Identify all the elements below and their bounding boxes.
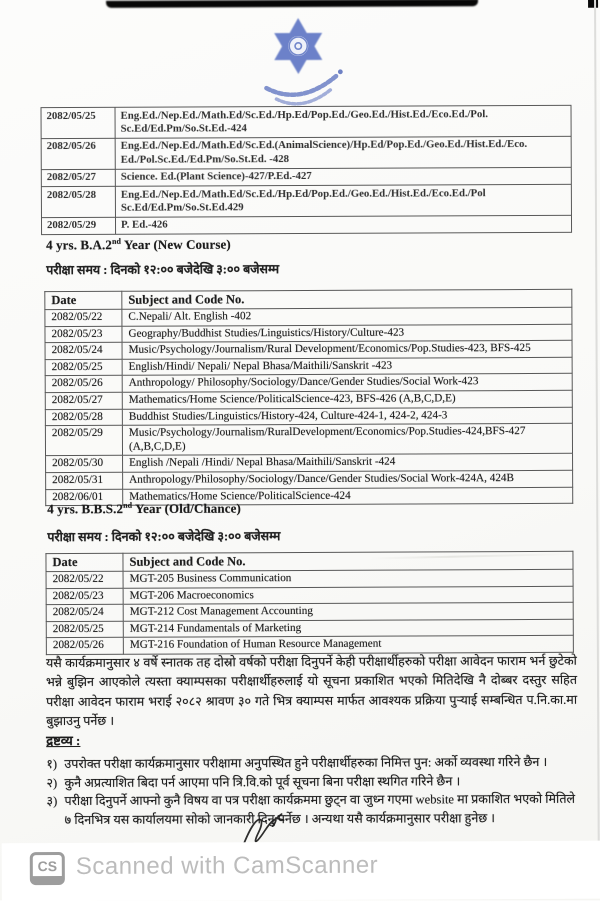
exam-subject: MGT-214 Fundamentals of Marketing: [123, 619, 573, 638]
table-header-row: [46, 551, 573, 571]
exam-date: 2082/05/27: [41, 169, 115, 187]
exam-date: 2082/05/23: [46, 588, 123, 605]
exam-date: 2082/05/22: [46, 571, 123, 588]
exam-date: 2082/05/30: [46, 456, 123, 473]
exam-date: 2082/05/23: [45, 326, 122, 343]
exam-date: 2082/05/24: [45, 342, 122, 359]
camscanner-watermark-text: Scanned with CamScanner: [75, 851, 379, 880]
exam-date: 2082/05/28: [41, 186, 115, 217]
exam-subject: Science. Ed.(Plant Science)-427/P.Ed.-427: [115, 167, 571, 186]
exam-subject: Music/Psychology/Journalism/RuralDevelopment/Economics/Pop.Studies-424,BFS-427 (A,B,C,D,E): [122, 423, 572, 455]
note-text: परीक्षा दिनुपर्ने आफ्नो कुनै विषय वा पत्र परीक्षा कार्यक्रममा छुट्न वा जुध्न गएमा website मा प्रकाशित भएको मितिले ७ दिनभित्र यस कार्यालयमा सोको जानकारी दिनु पर्नेछ । अन्यथा यसै कार्यक्रमानुसार परीक्षा हुनेछ ।: [64, 791, 576, 827]
exam-subject: P. Ed.-426: [115, 215, 571, 234]
section-title-ba-rest: Year (New Course): [121, 236, 231, 253]
notes-heading: द्रष्टव्य :: [46, 732, 81, 749]
exam-date: 2082/05/22: [45, 309, 122, 326]
exam-date: 2082/05/24: [46, 604, 123, 621]
note-text: उपरोक्त परीक्षा कार्यक्रमानुसार परीक्षामा अनुपस्थित हुने परीक्षार्थीहरुका निमित्त पुन: अर्को व्यवस्था गरिने छैन ।: [64, 754, 548, 772]
table-row: [45, 423, 572, 455]
exam-subject: English/Hindi/ Nepali/ Nepal Bhasa/Maithili/Sanskrit -423: [122, 357, 572, 376]
exam-subject: Eng.Ed./Nep.Ed./Math.Ed/Sc.Ed.(AnimalScience)/Hp.Ed/Pop.Ed./Geo.Ed./Hist.Ed./Eco. Ed./Pol.Sc.Ed./Ed.Pm/So.St.Ed. -428: [115, 136, 571, 169]
ba-schedule-table: [44, 289, 573, 506]
exam-subject: Eng.Ed./Nep.Ed./Math.Ed/Sc.Ed./Hp.Ed/Pop.Ed./Geo.Ed./Hist.Ed./Eco.Ed./Pol. Sc.Ed/Ed.Pm/So.St.Ed.-424: [115, 105, 571, 138]
table-row: [41, 105, 571, 138]
exam-subject: Buddhist Studies/Linguistics/History-424, Culture-424-1, 424-2, 424-3: [122, 407, 572, 426]
table-row: [41, 215, 571, 235]
exam-subject: English /Nepali /Hindi/ Nepal Bhasa/Maithili/Sanskrit -424: [123, 454, 573, 473]
notice-paragraph: यसै कार्यक्रमानुसार ४ वर्षे स्नातक तह दोस्रो वर्षको परीक्षा दिनुपर्ने केही परीक्षार्थीहरुको परीक्षा आवेदन फाराम भर्न छुटेको भन्ने बुझिन आएकोले त्यस्ता क्याम्पसका परीक्षार्थीहरुलाई यो सूचना प्रकाशित भएको मितिदेखि नै दोब्बर दस्तुर सहित परीक्षा आवेदन फाराम भराई २०८२ श्रावण ३० गते भित्र क्याम्पस मार्फत आवश्यक प्रक्रिया पुऱ्याई सम्बन्धित प.नि.का.मा बुझाउनु पर्नेछ ।: [45, 653, 578, 729]
section-title-ba-sup: nd: [111, 236, 122, 246]
exam-date: 2082/05/28: [45, 409, 122, 426]
exam-date: 2082/05/26: [46, 638, 123, 655]
note-number: २): [46, 775, 58, 790]
exam-date: 2082/06/01: [46, 489, 123, 506]
section-title-bbs-sup: nd: [123, 500, 133, 510]
subject-column-header: Subject and Code No.: [122, 289, 572, 309]
date-column-header: Date: [45, 291, 122, 309]
exam-subject: MGT-212 Cost Management Accounting: [123, 602, 573, 621]
section-title-ba: [46, 236, 231, 253]
exam-subject: MGT-216 Foundation of Human Resource Management: [123, 636, 573, 655]
university-star-stamp-icon: [236, 16, 376, 117]
exam-date: 2082/05/25: [46, 621, 123, 638]
exam-date: 2082/05/25: [41, 107, 115, 138]
camscanner-logo-icon: CS: [30, 852, 65, 885]
exam-subject: Music/Psychology/Journalism/Rural Development/Economics/Pop.Studies-423, BFS-425: [122, 340, 572, 359]
bbs-schedule-table: [45, 551, 573, 655]
section-title-bbs-text: 4 yrs. B.B.S.2: [47, 501, 124, 517]
exam-subject: Mathematics/Home Science/PoliticalScience-424: [123, 487, 573, 506]
camscanner-footer: [2, 841, 600, 901]
paper-edge-line: [594, 0, 600, 844]
note-number: १): [46, 757, 58, 772]
exam-date: 2082/05/29: [41, 217, 115, 235]
scan-shadow-bar: [106, 0, 478, 8]
exam-date: 2082/05/29: [45, 425, 122, 456]
date-column-header: Date: [46, 553, 123, 571]
exam-date: 2082/05/31: [46, 472, 123, 489]
section-title-bbs: [47, 500, 241, 517]
exam-subject: C.Nepali/ Alt. English -402: [122, 307, 572, 326]
note-item: [46, 771, 584, 792]
exam-time-bbs: परीक्षा समय : दिनको १२:०० बजेदेखि ३:०० बजेसम्म: [47, 529, 281, 545]
subject-column-header: Subject and Code No.: [123, 551, 573, 571]
exam-subject: Eng.Ed./Nep.Ed./Math.Ed/Sc.Ed./Hp.Ed/Pop.Ed./Geo.Ed./Hist.Ed./Eco.Ed./Pol Sc.Ed/Ed.Pm/So.St.Ed.429: [115, 184, 571, 217]
note-item: [46, 753, 584, 774]
table-header-row: [45, 289, 572, 309]
note-number: ३): [46, 794, 58, 809]
note-item: [46, 790, 584, 830]
exam-time-ba: परीक्षा समय : दिनको १२:०० बजेदेखि ३:०० बजेसम्म: [46, 262, 280, 278]
section-title-ba-text: 4 yrs. B.A.2: [46, 237, 112, 253]
table-row: [41, 184, 571, 217]
exam-date: 2082/05/25: [45, 359, 122, 376]
exam-date: 2082/05/26: [41, 138, 115, 169]
exam-date: 2082/05/27: [45, 392, 122, 409]
exam-date: 2082/05/26: [45, 376, 122, 393]
section-title-bbs-rest: Year (Old/Chance): [132, 500, 241, 517]
exam-subject: MGT-205 Business Communication: [123, 569, 573, 588]
exam-subject: Anthropology/Philosophy/Sociology/Dance/Gender Studies/Social Work-424A, 424B: [123, 470, 573, 489]
exam-subject: Anthropology/ Philosophy/Sociology/Dance/Gender Studies/Social Work-423: [122, 374, 572, 393]
exam-subject: MGT-206 Macroeconomics: [123, 586, 573, 605]
table-row: [41, 136, 571, 169]
exam-subject: Geography/Buddhist Studies/Linguistics/History/Culture-423: [122, 324, 572, 343]
note-text: कुनै अप्रत्याशित बिदा पर्न आएमा पनि त्रि.वि.को पूर्व सूचना बिना परीक्षा स्थगित गरिने छैन ।: [64, 773, 461, 790]
bed-schedule-table: [41, 105, 573, 236]
exam-subject: Mathematics/Home Science/PoliticalScience-423, BFS-426 (A,B,C,D,E): [122, 390, 572, 409]
notes-list: [46, 753, 584, 830]
